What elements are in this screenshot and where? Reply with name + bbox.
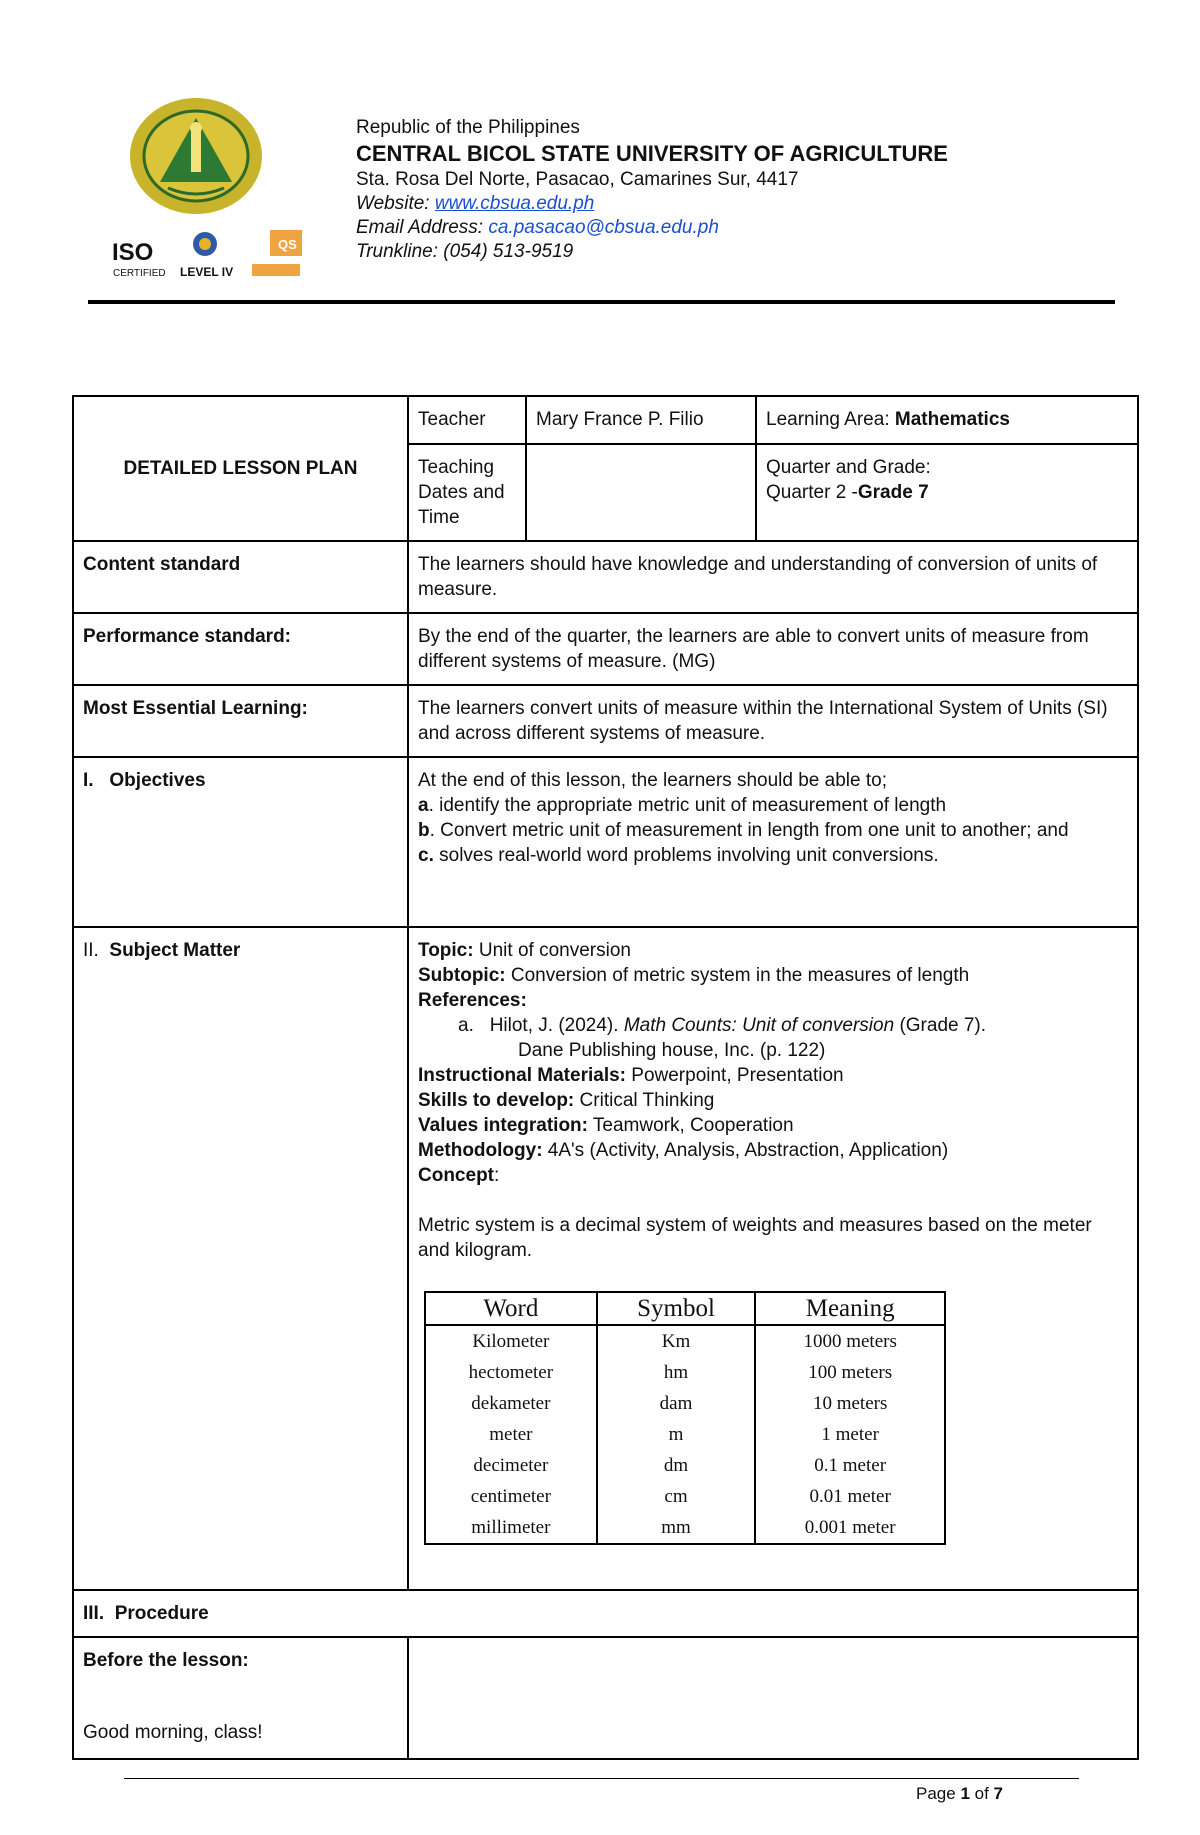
mel-text: The learners convert units of measure within the International System of Units (SI) and across different systems of measure. <box>408 685 1138 757</box>
quarter-grade-cell: Quarter and Grade: Quarter 2 -Grade 7 <box>756 444 1138 541</box>
table-row: millimeter mm 0.001 meter <box>425 1512 945 1544</box>
objective-item: b. Convert metric unit of measurement in length from one unit to another; and <box>418 820 1069 841</box>
iso-badge: ISO <box>112 239 154 266</box>
procedure-heading: III. Procedure <box>73 1590 1138 1637</box>
teacher-label: Teacher <box>408 396 526 444</box>
teacher-name: Mary France P. Filio <box>526 396 756 444</box>
header-divider <box>88 300 1115 304</box>
lesson-plan-table <box>72 395 1139 1760</box>
university-seal-logo <box>128 96 264 216</box>
iso-badge-sub: CERTIFIED <box>113 268 166 279</box>
greeting-text: Good morning, class! <box>83 1722 263 1743</box>
concept-text: Metric system is a decimal system of weights and measures based on the meter and kilogram. <box>418 1215 1092 1261</box>
objectives-list: At the end of this lesson, the learners should be able to; a. identify the appropriate metric unit of measurement of length b. Convert metric unit of measurement in length from one unit to another; and c. solves real-world word problems involving unit conversions. <box>408 757 1138 927</box>
university-header <box>356 116 948 264</box>
performance-standard-label: Performance standard: <box>73 613 408 685</box>
table-row: hectometer hm 100 meters <box>425 1357 945 1388</box>
content-standard-text: The learners should have knowledge and understanding of conversion of units of measure. <box>408 541 1138 613</box>
plan-title: DETAILED LESSON PLAN <box>73 396 408 541</box>
objectives-label: I. Objectives <box>73 757 408 927</box>
subject-matter-content: Topic: Unit of conversion Subtopic: Conversion of metric system in the measures of length References: a. Hilot, J. (2024). Math Counts: Unit of conversion (Grade 7). Dane Publishing house, Inc. (p. 122) Instructional Materials: Powerpoint, Presentation Skills to develop: Critical Thinking Values integration: Teamwork, Cooperation Methodology: 4A's (Activity, Analysis, Abstraction, Application) Concept: Metric system is a decimal system of weights and measures based on the meter and kilogram. Word Symbol Meaning Kilometer Km 1000 meters hectometer hm 100 meters dekameter dam 10 meters meter m 1 meter decimeter dm 0.1 meter centimeter cm 0.01 meter millimeter mm 0.001 meter <box>408 927 1138 1590</box>
before-lesson-response <box>408 1637 1138 1759</box>
website-line: Website: www.cbsua.edu.ph <box>356 193 595 214</box>
qs-badge: QS <box>278 237 297 252</box>
table-row: dekameter dam 10 meters <box>425 1388 945 1419</box>
teaching-dates-label: Teaching Dates and Time <box>408 444 526 541</box>
subject-matter-label: II. Subject Matter <box>73 927 408 1590</box>
performance-standard-text: By the end of the quarter, the learners are able to convert units of measure from different systems of measure. (MG) <box>408 613 1138 685</box>
table-row: centimeter cm 0.01 meter <box>425 1481 945 1512</box>
content-standard-label: Content standard <box>73 541 408 613</box>
before-lesson-label: Before the lesson: <box>83 1650 249 1671</box>
email-link[interactable]: ca.pasacao@cbsua.edu.ph <box>488 217 719 238</box>
table-row: meter m 1 meter <box>425 1419 945 1450</box>
table-row: Kilometer Km 1000 meters <box>425 1325 945 1357</box>
email-line: Email Address: ca.pasacao@cbsua.edu.ph <box>356 217 719 238</box>
level-badge: LEVEL IV <box>180 265 234 279</box>
university-name: CENTRAL BICOL STATE UNIVERSITY OF AGRICULTURE <box>356 141 948 166</box>
teaching-dates-value <box>526 444 756 541</box>
page-number: Page 1 of 7 <box>916 1784 1003 1803</box>
accreditation-badges <box>110 230 320 286</box>
before-lesson-cell <box>73 1637 408 1759</box>
trunkline-line: Trunkline: (054) 513-9519 <box>356 241 574 262</box>
objective-item: a. identify the appropriate metric unit of measurement of length <box>418 795 947 816</box>
country-line: Republic of the Philippines <box>356 117 580 138</box>
metric-header-symbol: Symbol <box>597 1292 756 1325</box>
reference-item: a. Hilot, J. (2024). Math Counts: Unit of conversion (Grade 7). <box>458 1015 987 1036</box>
metric-table-header <box>425 1292 945 1325</box>
mel-label: Most Essential Learning: <box>73 685 408 757</box>
metric-header-meaning: Meaning <box>755 1292 945 1325</box>
learning-area-value: Mathematics <box>894 409 1010 430</box>
grade-value: Grade 7 <box>857 482 929 503</box>
metric-header-word: Word <box>425 1292 597 1325</box>
objective-item: c. solves real-world word problems involving unit conversions. <box>418 845 939 866</box>
website-link[interactable]: www.cbsua.edu.ph <box>434 193 595 214</box>
metric-units-table <box>424 1291 946 1545</box>
address-line: Sta. Rosa Del Norte, Pasacao, Camarines Sur, 4417 <box>356 169 799 190</box>
footer-divider <box>124 1778 1079 1779</box>
table-row: decimeter dm 0.1 meter <box>425 1450 945 1481</box>
learning-area-cell: Learning Area: Mathematics <box>756 396 1138 444</box>
